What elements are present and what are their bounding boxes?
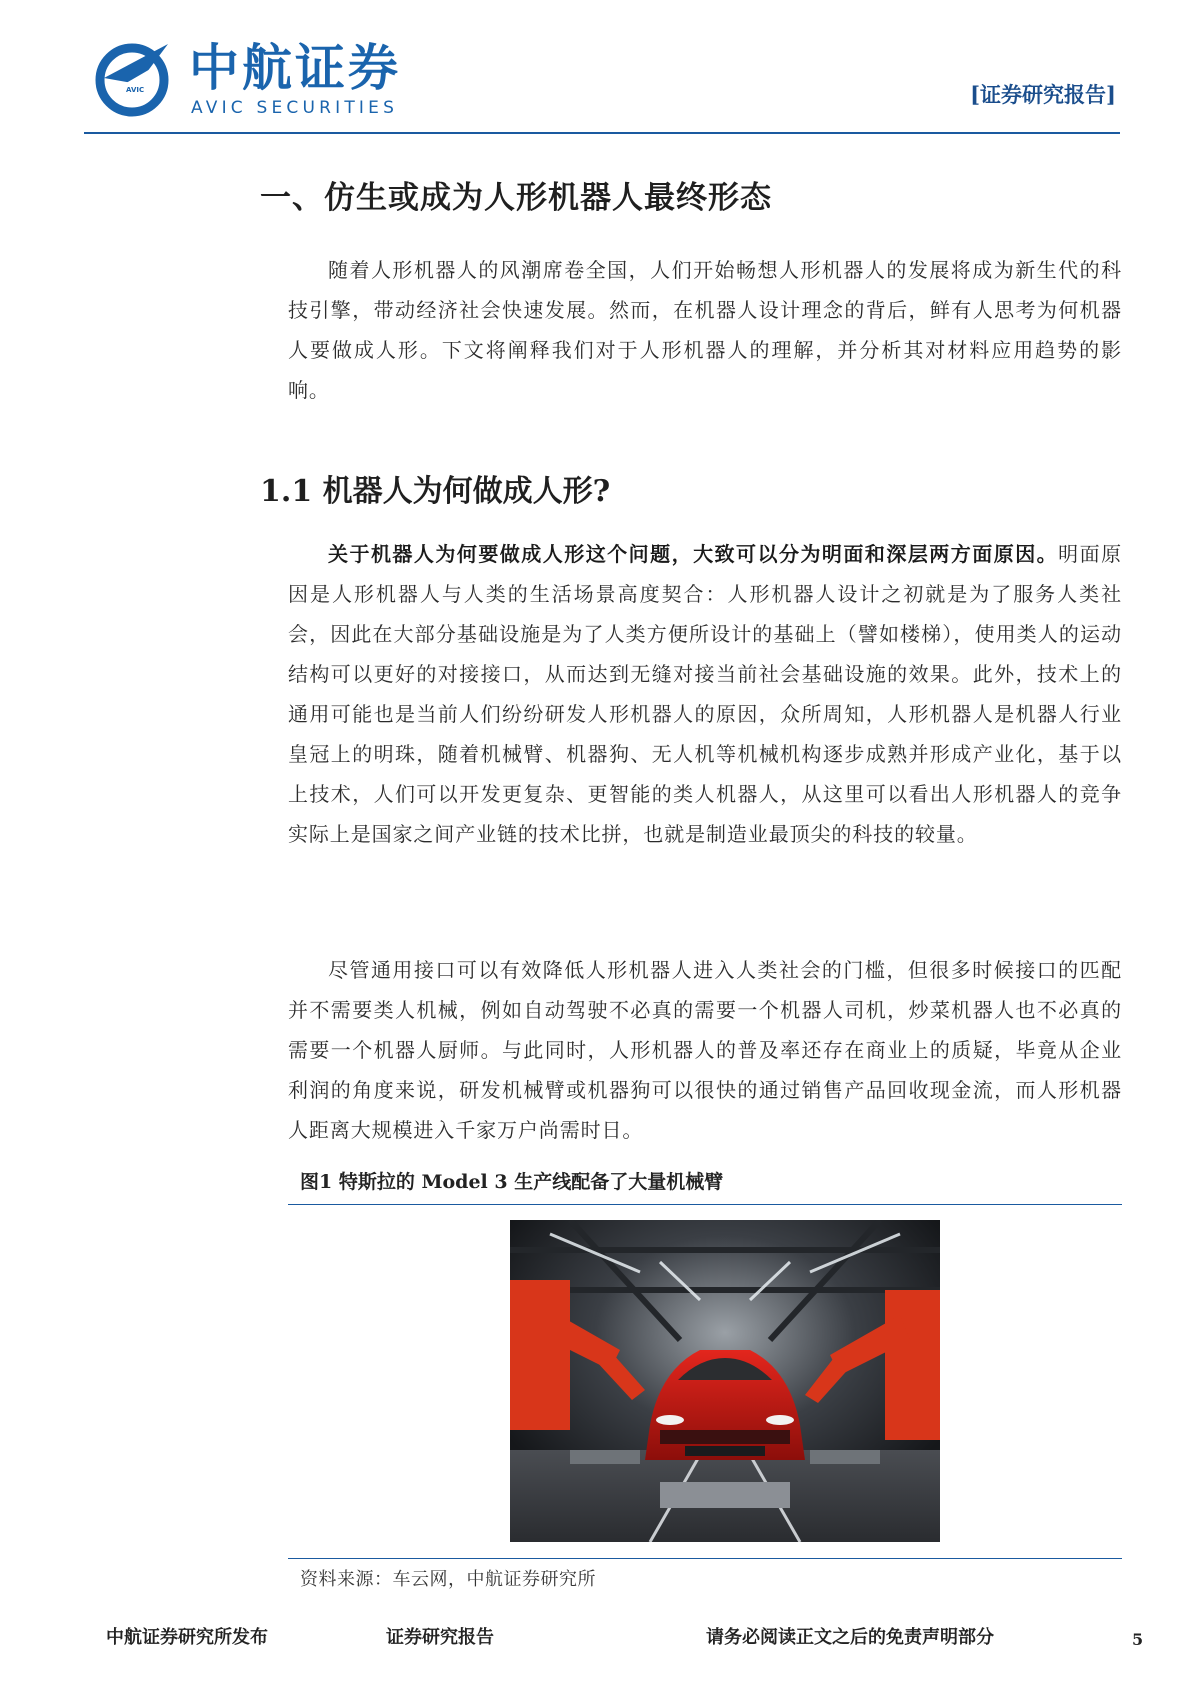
logo-wordmark-cn: 中航证券 (189, 39, 401, 97)
section-title: 一、仿生或成为人形机器人最终形态 (260, 180, 772, 216)
reason-paragraph (288, 534, 1122, 854)
page-number: 5 (1132, 1630, 1144, 1649)
logo-wordmark-en: AVIC SECURITIES (191, 98, 399, 118)
header-report-type: [证券研究报告] (970, 82, 1116, 107)
figure-bottom-rule (288, 1558, 1122, 1559)
figure-source: 资料来源：车云网，中航证券研究所 (300, 1569, 596, 1590)
footer-publisher: 中航证券研究所发布 (106, 1627, 268, 1648)
footer-disclaimer: 请务必阅读正文之后的免责声明部分 (706, 1627, 994, 1648)
figure-top-rule (288, 1204, 1122, 1205)
figure-caption: 图1 特斯拉的 Model 3 生产线配备了大量机械臂 (300, 1171, 724, 1193)
reason-paragraph-lead: 关于机器人为何要做成人形这个问题，大致可以分为明面和深层两方面原因。 (328, 542, 1059, 566)
logo-mark-text: AVIC (126, 86, 145, 94)
avic-logo-icon (94, 38, 174, 118)
page-header (84, 32, 1120, 132)
header-divider (84, 132, 1120, 134)
intro-paragraph: 随着人形机器人的风潮席卷全国，人们开始畅想人形机器人的发展将成为新生代的科技引擎，带动经济社会快速发展。然而，在机器人设计理念的背后，鲜有人思考为何机器人要做成人形。下文将阐释我们对于人形机器人的理解，并分析其对材料应用趋势的影响。 (288, 258, 1122, 402)
page-footer (0, 1626, 1200, 1656)
footer-report-type: 证券研究报告 (386, 1627, 494, 1648)
reason-paragraph-body: 明面原因是人形机器人与人类的生活场景高度契合：人形机器人设计之初就是为了服务人类社会，因此在大部分基础设施是为了人类方便所设计的基础上（譬如楼梯），使用类人的运动结构可以更好的对接接口，从而达到无缝对接当前社会基础设施的效果。此外，技术上的通用可能也是当前人们纷纷研发人形机器人的原因，众所周知，人形机器人是机器人行业皇冠上的明珠，随着机械臂、机器狗、无人机等机械机构逐步成熟并形成产业化，基于以上技术，人们可以开发更复杂、更智能的类人机器人，从这里可以看出人形机器人的竞争实际上是国家之间产业链的技术比拼，也就是制造业最顶尖的科技的较量。 (288, 542, 1122, 846)
factory-photo (510, 1220, 940, 1542)
interface-paragraph: 尽管通用接口可以有效降低人形机器人进入人类社会的门槛，但很多时候接口的匹配并不需要类人机械，例如自动驾驶不必真的需要一个机器人司机，炒菜机器人也不必真的需要一个机器人厨师。与此同时，人形机器人的普及率还存在商业上的质疑，毕竟从企业利润的角度来说，研发机械臂或机器狗可以很快的通过销售产品回收现金流，而人形机器人距离大规模进入千家万户尚需时日。 (288, 958, 1122, 1142)
subsection-title: 1.1 机器人为何做成人形? (260, 474, 611, 509)
